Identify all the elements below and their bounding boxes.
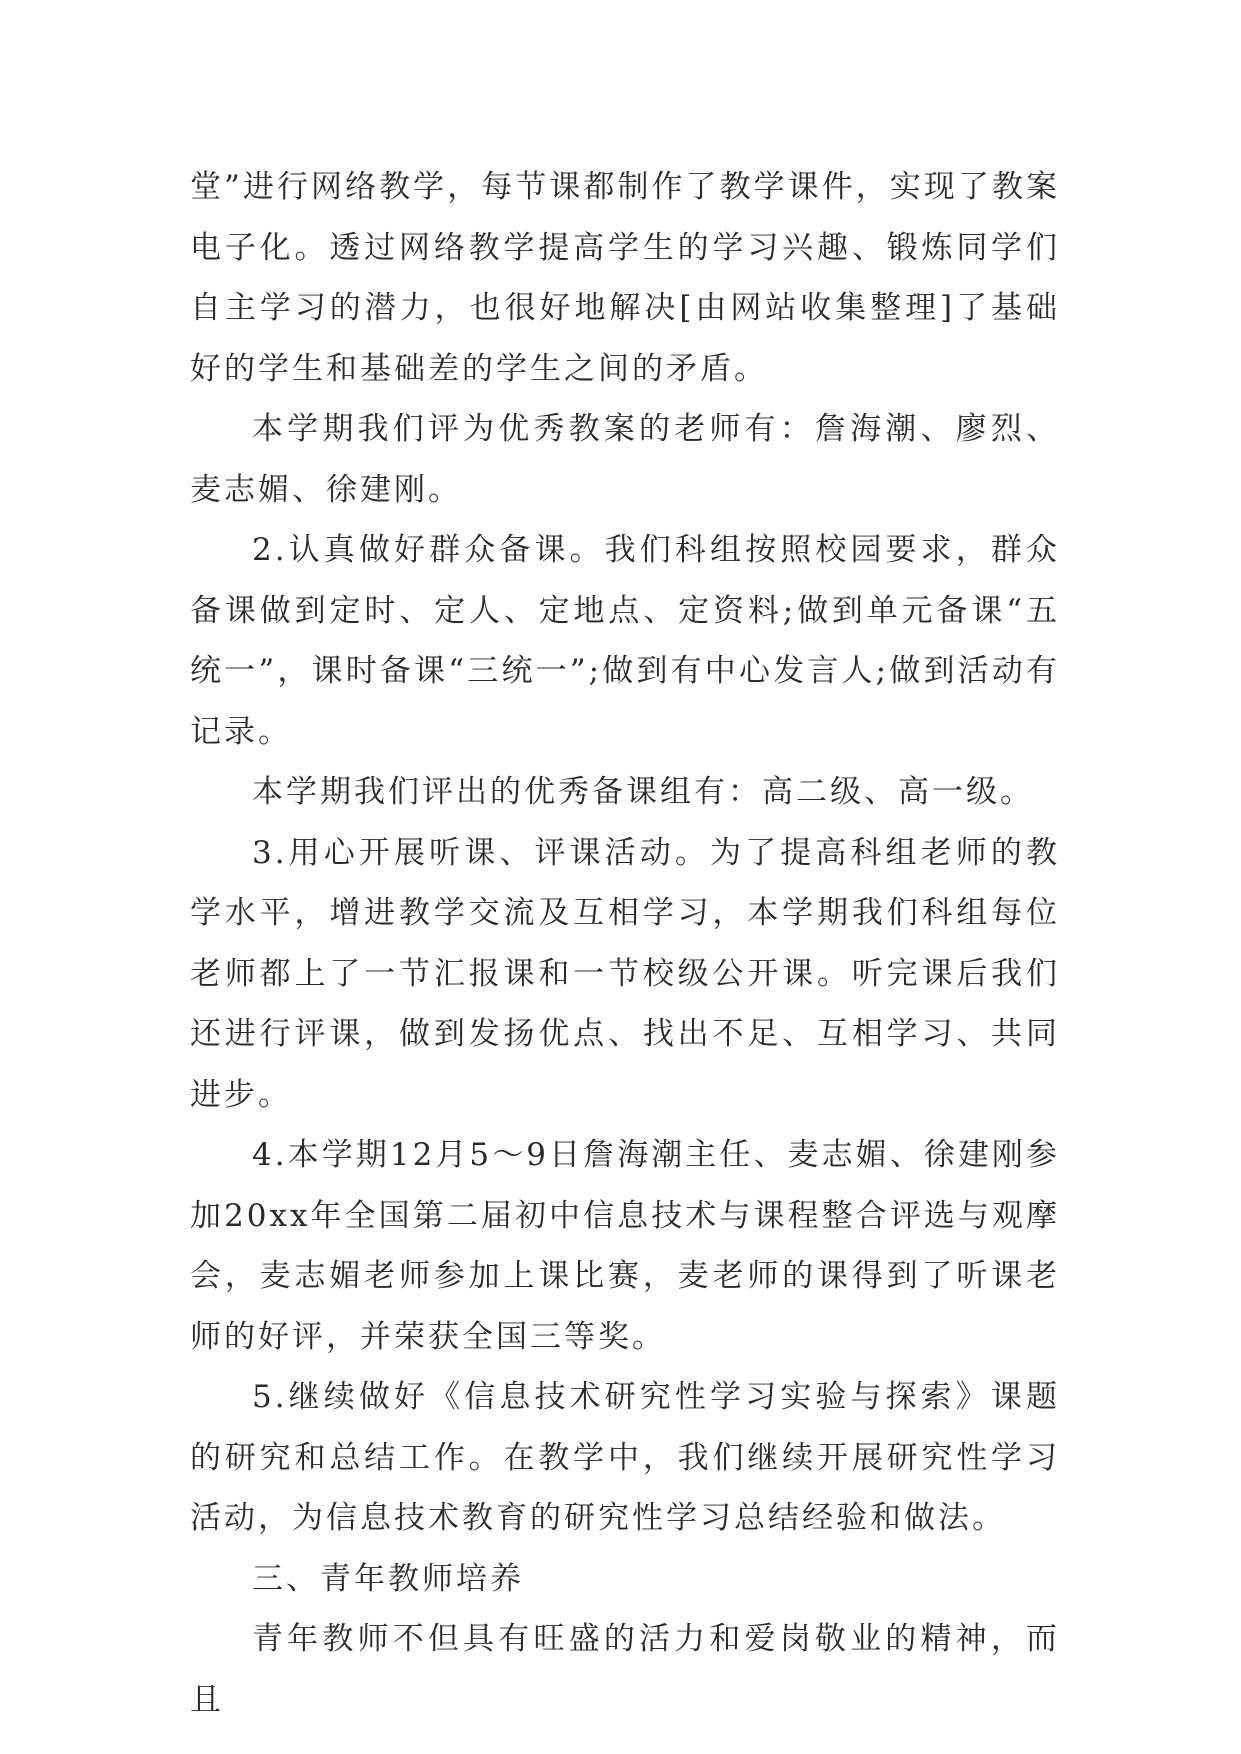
document-body: [190, 157, 1060, 1730]
section-heading: 三、青年教师培养: [252, 1560, 524, 1597]
paragraph-5: 3.用心开展听课、评课活动。为了提高科组老师的教学水平，增进教学交流及互相学习，本学期我们科组每位老师都上了一节汇报课和一节校级公开课。听完课后我们还进行评课，做到发扬优点、找出不足、互相学习、共同进步。: [190, 834, 1060, 1113]
paragraph-2: 本学期我们评为优秀教案的老师有：詹海潮、廖烈、麦志媚、徐建刚。: [190, 411, 1060, 508]
paragraph-4: 本学期我们评出的优秀备课组有：高二级、高一级。: [252, 774, 1034, 810]
paragraph-6: 4.本学期12月5～9日詹海潮主任、麦志媚、徐建刚参加20xx年全国第二届初中信息技术与课程整合评选与观摩会，麦志媚老师参加上课比赛，麦老师的课得到了听课老师的好评，并荣获全国三等奖。: [190, 1137, 1060, 1355]
paragraph-7: 5.继续做好《信息技术研究性学习实验与探索》课题的研究和总结工作。在教学中，我们继续开展研究性学习活动，为信息技术教育的研究性学习总结经验和做法。: [190, 1379, 1060, 1536]
paragraph-3: 2.认真做好群众备课。我们科组按照校园要求，群众备课做到定时、定人、定地点、定资料;做到单元备课“五统一”，课时备课“三统一”;做到有中心发言人;做到活动有记录。: [190, 532, 1060, 750]
paragraph-8: 青年教师不但具有旺盛的活力和爱岗敬业的精神，而且: [190, 1621, 1060, 1718]
paragraph-1: 堂”进行网络教学，每节课都制作了教学课件，实现了教案电子化。透过网络教学提高学生的学习兴趣、锻炼同学们自主学习的潜力，也很好地解决[由网站收集整理]了基础好的学生和基础差的学生之间的矛盾。: [190, 169, 1060, 387]
